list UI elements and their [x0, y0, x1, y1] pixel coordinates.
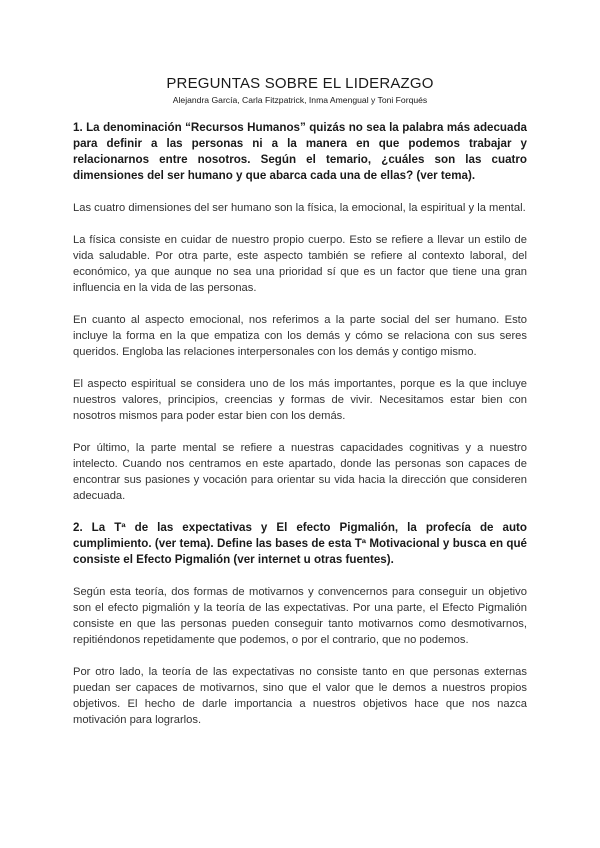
- answer-1-paragraph-2: La física consiste en cuidar de nuestro propio cuerpo. Esto se refiere a llevar un estilo de vida saludable. Por otra parte, este aspecto también se refiere al contexto laboral, del económico, ya que aunque no sea una prioridad sí que es un factor que tiene una gran influencia en la vida de las personas.: [73, 234, 527, 294]
- authors-line: Alejandra García, Carla Fitzpatrick, Inma Amengual y Toni Forqués: [172, 95, 428, 105]
- answer-2-paragraph-1: Según esta teoría, dos formas de motivarnos y convencernos para conseguir un objetivo son el efecto pigmalión y la teoría de las expectativas. Por una parte, el Efecto Pigmalión consiste en que las personas pueden conseguir tanto motivarnos como desmotivarnos, repitiéndonos repetidamente que podemos, o por el contrario, que no podemos.: [73, 586, 527, 646]
- answer-1-paragraph-1: Las cuatro dimensiones del ser humano son la física, la emocional, la espiritual y la mental.: [73, 202, 526, 214]
- answer-1-paragraph-5: Por último, la parte mental se refiere a nuestras capacidades cognitivas y a nuestro intelecto. Cuando nos centramos en este apartado, donde las personas son capaces de encontrar sus pasiones y vocación para orientar su vida hacia la dirección que consideren adecuada.: [73, 442, 527, 502]
- question-1: 1. La denominación “Recursos Humanos” quizás no sea la palabra más adecuada para definir a las personas ni a la manera en que podemos trabajar y relacionarnos entre nosotros. Según el temario, ¿cuáles son las cuatro dimensiones del ser humano y que abarca cada una de ellas? (ver tema).: [73, 121, 527, 182]
- answer-1-paragraph-4: El aspecto espiritual se considera uno de los más importantes, porque es la que incluye nuestros valores, principios, creencias y formas de vivir. Necesitamos estar bien con nosotros mismos para poder estar bien con los demás.: [73, 378, 527, 422]
- question-2: 2. La Tª de las expectativas y El efecto Pigmalión, la profecía de auto cumplimiento. (ver tema). Define las bases de esta Tª Motivacional y busca en qué consiste el Efecto Pigmalión (ver internet u otras fuentes).: [73, 521, 527, 566]
- answer-2-paragraph-2: Por otro lado, la teoría de las expectativas no consiste tanto en que personas externas puedan ser capaces de motivarnos, sino que el valor que le demos a nuestros propios objetivos. El hecho de darle importancia a nuestros objetivos hace que nos nazca motivación para lograrlos.: [73, 666, 527, 726]
- document-content: [73, 75, 527, 728]
- answer-1-paragraph-3: En cuanto al aspecto emocional, nos referimos a la parte social del ser humano. Esto incluye la forma en la que empatiza con los demás y cómo se relaciona con sus seres queridos. Engloba las relaciones interpersonales con los demás y contigo mismo.: [73, 314, 527, 358]
- page-title: PREGUNTAS SOBRE EL LIDERAZGO: [166, 75, 434, 92]
